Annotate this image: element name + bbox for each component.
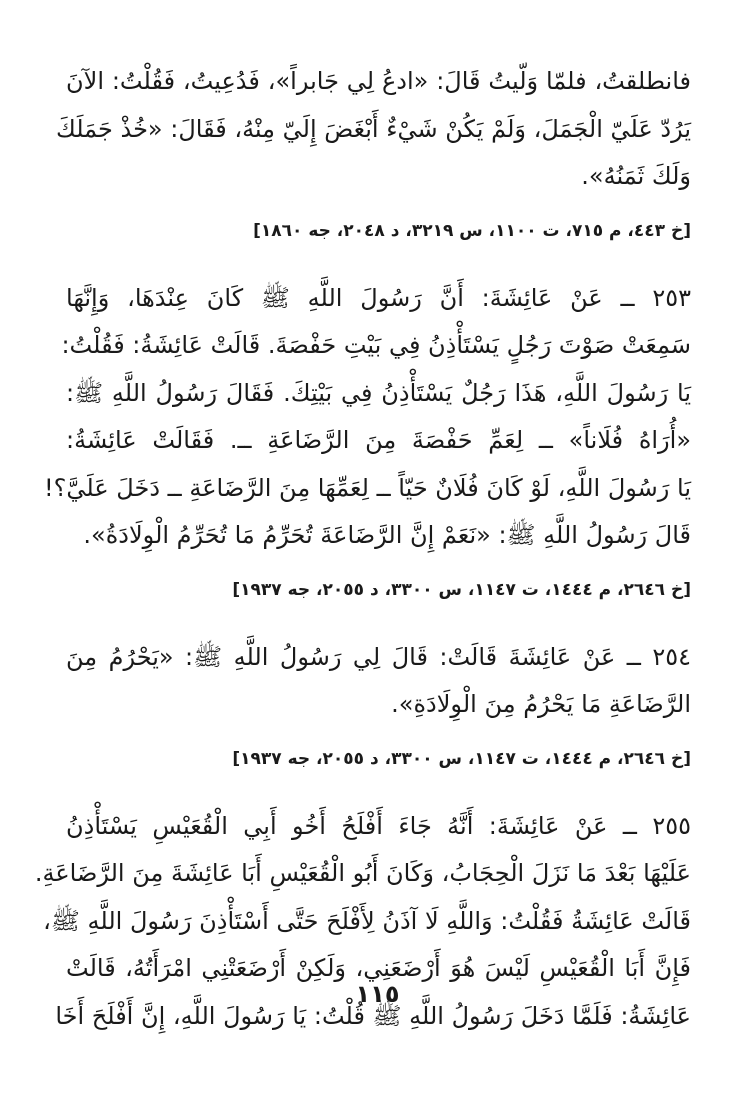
- text-line: عَائِشَةُ: فَلَمَّا دَخَلَ رَسُولُ اللَّهِ ﷺ قُلْتُ: يَا رَسُولَ اللَّهِ، إِنَّ أَفْلَحَ أَخَا: [55, 1001, 691, 1030]
- page-body: [34, 58, 691, 1040]
- reference-citation: [خ ٢٦٤٦، م ١٤٤٤، ت ١١٤٧، س ٣٣٠٠، د ٢٠٥٥، جه ١٩٣٧]: [232, 748, 691, 769]
- reference-citation: [خ ٢٦٤٦، م ١٤٤٤، ت ١١٤٧، س ٣٣٠٠، د ٢٠٥٥، جه ١٩٣٧]: [232, 579, 691, 600]
- text-line: يَا رَسُولَ اللَّهِ، لَوْ كَانَ فُلَانٌ حَيّاً ــ لِعَمِّهَا مِنَ الرَّضَاعَةِ ــ دَخَلَ عَلَيَّ؟!: [44, 473, 691, 502]
- reference-citation: [خ ٤٤٣، م ٧١٥، ت ١١٠٠، س ٣٢١٩، د ٢٠٤٨، جه ١٨٦٠]: [253, 220, 691, 241]
- text-line: فَإِنَّ أَبَا الْقُعَيْسِ لَيْسَ هُوَ أَرْضَعَنِي، وَلَكِنْ أَرْضَعَتْنِي امْرَأَتُهُ، قَالَتْ: [66, 954, 691, 982]
- text-line: قَالَ رَسُولُ اللَّهِ ﷺ: «نَعَمْ إِنَّ الرَّضَاعَةَ تُحَرِّمُ مَا تُحَرِّمُ الْوِلَادَةُ».: [83, 521, 691, 549]
- text-line: سَمِعَتْ صَوْتَ رَجُلٍ يَسْتَأْذِنُ فِي بَيْتِ حَفْصَةَ. قَالَتْ عَائِشَةُ: فَقُلْتُ:: [61, 331, 691, 359]
- text-line: ٢٥٥ ــ عَنْ عَائِشَةَ: أَنَّهُ جَاءَ أَفْلَحُ أَخُو أَبِي الْقُعَيْسِ يَسْتَأْذِنُ: [66, 811, 691, 840]
- page-number: ١١٥: [355, 980, 400, 1008]
- text-line: وَلَكَ ثَمَنُهُ».: [581, 162, 691, 190]
- text-line: عَلَيْهَا بَعْدَ مَا نَزَلَ الْحِجَابُ، وَكَانَ أَبُو الْقُعَيْسِ أَبَا عَائِشَةَ مِنَ الرَّضَاعَةِ.: [34, 859, 691, 887]
- text-line: قَالَتْ عَائِشَةُ فَقُلْتُ: وَاللَّهِ لَا آذَنُ لِأَفْلَحَ حَتَّى أَسْتَأْذِنَ رَسُولَ اللَّهِ ﷺ،: [43, 906, 691, 935]
- text-line: «أُرَاهُ فُلَاناً» ــ لِعَمِّ حَفْصَةَ مِنَ الرَّضَاعَةِ ــ. فَقَالَتْ عَائِشَةُ:: [66, 426, 691, 454]
- text-line: يَرُدّ عَلَيّ الْجَمَلَ، وَلَمْ يَكُنْ شَيْءٌ أَبْغَضَ إِلَيّ مِنْهُ، فَقَالَ: «خُذْ جَمَلَكَ: [55, 114, 691, 143]
- text-line: يَا رَسُولَ اللَّهِ، هَذَا رَجُلٌ يَسْتَأْذِنُ فِي بَيْتِكَ. فَقَالَ رَسُولُ اللَّهِ ﷺ:: [66, 378, 691, 407]
- hadith-253: [44, 275, 691, 560]
- text-line: فانطلقتُ، فلمّا وَلّيتُ قَالَ: «ادعُ لِي جَابراً»، فَدُعِيتُ، فَقُلْتُ: الآنَ: [66, 67, 691, 95]
- text-line: ٢٥٤ ــ عَنْ عَائِشَةَ قَالَتْ: قَالَ لِي رَسُولُ اللَّهِ ﷺ: «يَحْرُمُ مِنَ: [66, 642, 691, 671]
- text-line: ٢٥٣ ــ عَنْ عَائِشَةَ: أَنَّ رَسُولَ اللَّهِ ﷺ كَانَ عِنْدَهَا، وَإِنَّهَا: [66, 283, 691, 312]
- hadith-254: [66, 634, 691, 729]
- paragraph-continuation: [55, 58, 691, 201]
- text-line: الرَّضَاعَةِ مَا يَحْرُمُ مِنَ الْوِلَادَةِ».: [391, 690, 691, 718]
